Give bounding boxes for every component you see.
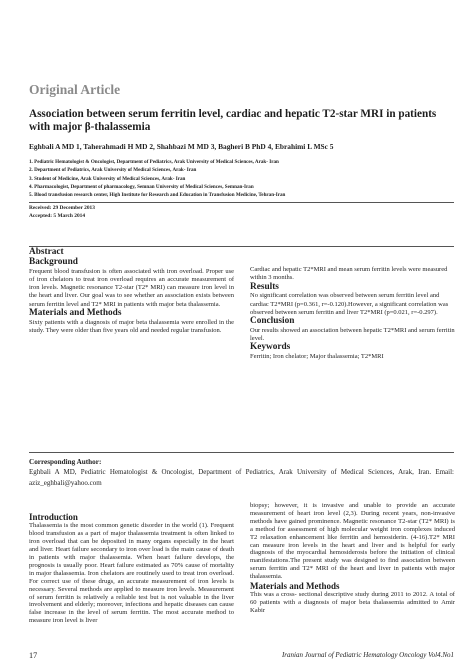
affiliation-item: 4. Pharmacologist, Department of pharmacology, Semnan University of Medical Sciences, Semnan-Iran bbox=[29, 183, 254, 190]
body-left-column bbox=[29, 512, 234, 625]
page-number: 17 bbox=[29, 651, 38, 660]
abstract-right-column bbox=[250, 266, 455, 361]
corresponding-heading: Corresponding Author: bbox=[29, 458, 102, 466]
divider-rule bbox=[29, 202, 454, 203]
introduction-continued-text: biopsy; however, it is invasive and unable to provide an accurate measurement of heart iron level (2,3). During recent years, non-invasive methods have gained prominence. Magnetic resonance T2-star (T2* MRI) is a method for assessment of high molecular weight iron complexes induced T2 relaxation enhancement like ferritin and hemosiderin. (4-16).T2* MRI can measure iron levels in the heart and liver and is helpful for early diagnosis of the myocardial hemosiderosis before the initiation of clinical manifestations.The present study was designed to find association between serum ferritin and T2* MRI of the heart and liver in patients with major thalassemia. bbox=[250, 502, 455, 581]
conclusion-heading: Conclusion bbox=[250, 316, 295, 326]
background-text: Frequent blood transfusion is often associated with iron overload. Proper use of iron chelators to treat iron overload requires an accurate measurement of iron levels. Magnetic resonance T2-star (T2* MRI) can measure iron level in the heart and liver. Our goal was to see whether an association exists between serum ferritin level and T2* MRI in patients with major beta thalassemia. bbox=[29, 267, 234, 308]
conclusion-text: Our results showed an association between hepatic T2*MRI and serum ferritin level. bbox=[250, 326, 455, 342]
materials-text: This was a cross- sectional descriptive study during 2011 to 2012. A total of 60 patients with a diagnosis of major beta thalassemia admitted to Amir Kabir bbox=[250, 591, 455, 615]
journal-name: Iranian Journal of Pediatric Hematology Oncology Vol4.No1 bbox=[281, 651, 454, 659]
results-text: No significant correlation was observed between serum ferritin level and cardiac T2*MRI (p=0.361, r=-0.120).However, a significant correlation was observed between serum ferritin and liver T2*MRI (p=0.021, r=-0.297). bbox=[250, 292, 449, 316]
article-type-label: Original Article bbox=[29, 82, 121, 97]
introduction-text: Thalassemia is the most common genetic disorder in the world (1). Frequent blood transfusion as a part of major thalassemia treatment is often linked to iron overload that can be deposited in many organs especially in the heart and liver. Heart failure secondary to iron over load is the main cause of death in patients with major thalassemia. When heart failure develops, the prognosis is usually poor. Heart failure estimated as 70% cause of mortality in major thalassemia. Iron chelators are routinely used to treat iron overload. For correct use of these drugs, an accurate measurement of iron levels is necessary. Several methods are applied to measure iron levels. Measurement of serum ferritin is relatively a reliable test but is not valuable in the liver involvement and elderly; moreover, infections and hepatic diseases can cause false increase in the level of serum ferritin. The most accurate method to measure iron level is liver bbox=[29, 522, 234, 625]
affiliation-item: 2. Department of Pediatrics, Arak University of Medical Sciences, Arak- Iran bbox=[29, 167, 197, 174]
body-right-column bbox=[250, 502, 455, 615]
affiliation-item: 5. Blood transfusion research center, High Institute for Research and Education in Transfusion Medicine, Tehran-Iran bbox=[29, 192, 286, 198]
article-title: Association between serum ferritin level, cardiac and hepatic T2-star MRI in patients with major β-thalassemia bbox=[29, 108, 437, 134]
article-dates bbox=[29, 204, 95, 220]
materials-heading: Materials and Methods bbox=[250, 581, 340, 592]
methods-heading: Materials and Methods bbox=[29, 307, 122, 318]
introduction-heading: Introduction bbox=[29, 512, 78, 522]
corresponding-author bbox=[29, 458, 454, 488]
corresponding-text: Eghbali A MD, Pediatric Hematologist & Oncologist, Department of Pediatrics, Arak University of Medical Sciences, Arak, Iran. Email: aziz_eghbali@yahoo.com bbox=[29, 468, 454, 487]
background-heading: Background bbox=[29, 256, 78, 267]
keywords-heading: Keywords bbox=[250, 342, 291, 353]
abstract-left-column bbox=[29, 248, 234, 335]
keywords-text: Ferritin; Iron chelator; Major thalassemia; T2*MRI bbox=[250, 353, 384, 360]
methods-continued-text: Cardiac and hepatic T2*MRI and mean serum ferritin levels were measured within 3 months. bbox=[250, 266, 448, 282]
divider-rule bbox=[29, 452, 454, 453]
methods-text: Sixty patients with a diagnosis of major beta thalassemia were enrolled in the study. They were older than five years old and needed regular transfusion. bbox=[29, 318, 234, 334]
affiliation-list bbox=[29, 158, 454, 199]
affiliation-item: 1. Pediatric Hematologist & Oncologist, Department of Pediatrics, Arak University of Medical Sciences, Arak- Iran bbox=[29, 159, 279, 165]
affiliation-item: 3. Student of Medicine, Arak University of Medical Sciences, Arak- Iran bbox=[29, 175, 186, 182]
received-date: Received: 29 December 2013 bbox=[29, 205, 95, 211]
abstract-heading: Abstract bbox=[29, 247, 64, 257]
author-list: Eghbali A MD 1, Taherahmadi H MD 2, Shahbazi M MD 3, Bagheri B PhD 4, Ebrahimi L MSc 5 bbox=[29, 142, 334, 151]
divider-rule bbox=[29, 246, 454, 247]
accepted-date: Accepted: 5 March 2014 bbox=[29, 213, 86, 220]
results-heading: Results bbox=[250, 281, 279, 292]
